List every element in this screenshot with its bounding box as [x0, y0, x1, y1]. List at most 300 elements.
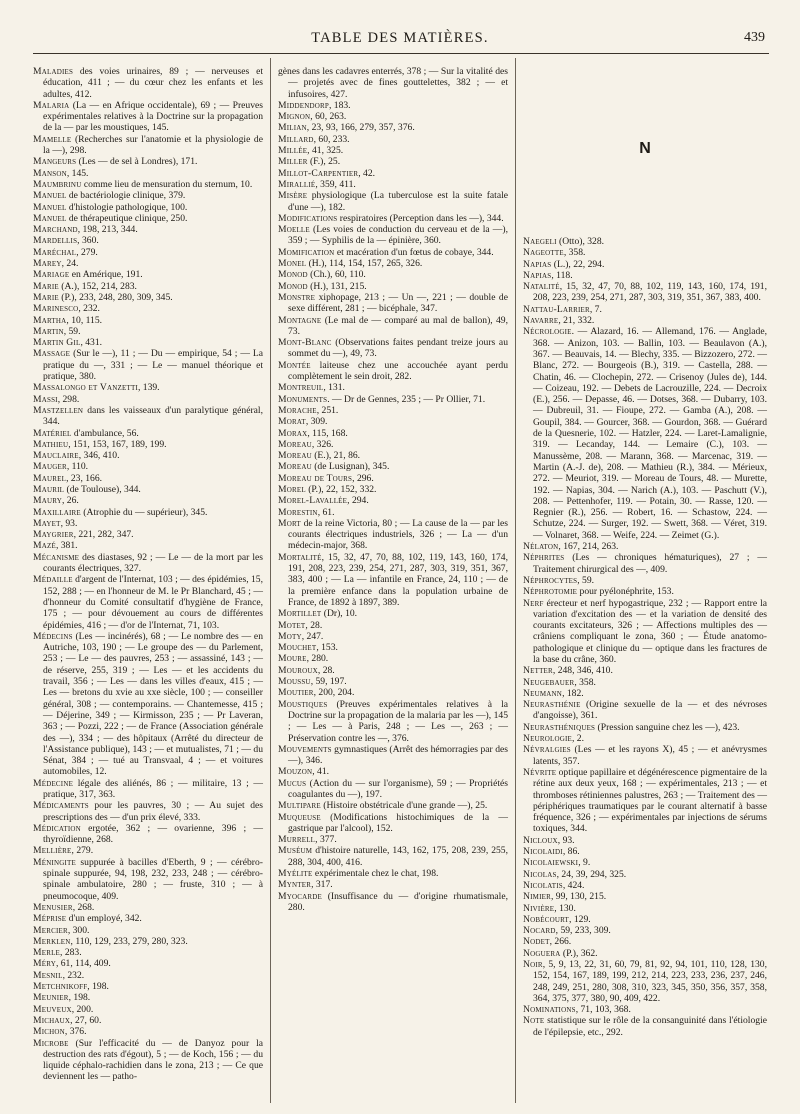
entry-headword: Maladies — [33, 66, 74, 77]
entry-headword: Nivière — [523, 902, 555, 914]
entry-headword: Mastzellen — [33, 404, 84, 416]
entry-text: . — Alazard, 16. — Allemand, 176. — Anglade, 368. — Anizon, 103. — Ballin, 103. — Beaulavon (A.), 367. — Beauvais, 14. — Blechy, 335. — Bizzozero, 272. — Blanc, 272. — Bourgeois (B.), 319. — Castella, 288. — Chatin, 46. — Clochepin, 272. — Crisenoy (Jules de), 144. — Coizeau, 192. — Debets de Lacrouzille, 224. — Decroix (E.), 256. — Depasse, 46. — Dotses, 368. — Dubarry, 103. — Dubreuil, 31. — Fioupe, 272. — Gamba (A.), 208. — Goupil, 384. — Gourcer, 368. — Gourdon, 368. — Guérard de la Quesnerie, 102. — Hatzler, 224. — Laret-Lamalignie, 319. — Lecanday, 144. — Lemaire (C.), 103. — Manussème, 208. — Marann, 368. — Marcenac, 319. — Martin (A.-J. de), 208. — Mathieu (R.), 384. — Mérieux, 272. — Meuriot, 319. — Moreau de Tours, 48. — Murette, 192. — Napias, 304. — Narich (A.), 103. — Paschutt (V.), 208. — Pettenhofer, 119. — Potain, 30. — Rasse, 120. — Regnier (R.), 256. — Robert, 16. — Schastow, 224. — Schutze, 224. — Surger, 192. — Swett, 368. — Véret, 319. — Volnaret, 368. — Weife, 224. — Zeimet (G.). — [533, 326, 767, 541]
index-entry — [278, 428, 508, 439]
entry-headword: Mamelle — [33, 133, 72, 145]
index-entry — [33, 1026, 263, 1037]
entry-headword: Merklen — [33, 935, 71, 947]
index-entry — [33, 428, 263, 439]
index-entry — [278, 800, 508, 811]
index-entry — [523, 315, 767, 326]
index-entry — [278, 473, 508, 484]
entry-text: . — Dr de Gennes, 235 ; — Pr Ollier, 71. — [327, 393, 486, 405]
entry-headword: Néphrocytes — [523, 574, 578, 586]
entry-text: , 118. — [551, 269, 573, 281]
index-entry — [33, 405, 263, 428]
index-entry — [33, 778, 263, 801]
index-entry — [33, 473, 263, 484]
index-entry — [523, 744, 767, 767]
entry-text: (Action du — sur l'organisme), 59 ; — Propriétés coagulantes du —), 197. — [288, 777, 508, 800]
index-entry — [33, 936, 263, 947]
entry-headword: Médaille — [33, 574, 73, 586]
index-entry — [278, 224, 508, 247]
entry-headword: Mauril — [33, 483, 65, 495]
index-entry — [33, 574, 263, 630]
entry-text: statistique sur le rôle de la consanguinité dans l'étiologie de l'épilepsie, etc., 292. — [533, 1015, 767, 1038]
entry-headword: Muqueuse — [278, 811, 321, 823]
entry-text: , 60, 263. — [310, 111, 347, 123]
entry-headword: Maréchal — [33, 246, 77, 258]
entry-text: , 381. — [55, 540, 78, 552]
entry-text: , 59. — [63, 325, 81, 337]
entry-headword: Monel — [278, 258, 307, 270]
index-entry — [33, 66, 263, 100]
index-entry — [33, 394, 263, 405]
entry-text: , 279. — [71, 845, 94, 857]
entry-headword: Morestin — [278, 506, 318, 518]
index-entry — [523, 891, 767, 902]
entry-headword: Mardellis — [33, 235, 78, 247]
entry-text: (Origine sexuelle de la — et des névroses d'angoisse), 361. — [533, 699, 767, 722]
index-entry — [278, 394, 508, 405]
index-entry — [278, 315, 508, 338]
index-entry — [33, 495, 263, 506]
entry-text: des voies urinaires, 89 ; — nerveuses et éducation, 411 ; — du cœur chez les enfants et les adultes, 412. — [43, 66, 263, 100]
entry-headword: Marey — [33, 258, 62, 270]
running-head — [0, 30, 800, 50]
entry-text: (de Lusignan), 345. — [311, 461, 390, 473]
entry-headword: Malaria — [33, 99, 70, 111]
entry-headword: Meuveux — [33, 1003, 72, 1015]
index-entry — [278, 665, 508, 676]
index-entry — [33, 303, 263, 314]
index-entry — [523, 1004, 767, 1015]
entry-headword: Montreuil — [278, 382, 324, 394]
entry-text: gènes dans les cadavres enterrés, 378 ; — Sur la vitalité des — projetés avec de fines gouttelettes, 382 ; — et infusoires, 427. — [278, 66, 508, 100]
entry-headword: Middendorp — [278, 99, 329, 111]
index-entry — [33, 134, 263, 157]
entry-headword: Neurologie — [523, 733, 572, 745]
index-entry — [278, 879, 508, 890]
entry-headword: Nocard — [523, 925, 556, 937]
entry-text: (La — en Afrique occidentale), 69 ; — Preuves expérimentales relatives à la Doctrine sur la propagation de la — par les moustiques, 145. — [43, 99, 263, 134]
index-entry — [278, 111, 508, 122]
entry-text: , 93. — [557, 834, 575, 846]
index-entry — [523, 247, 767, 258]
index-entry — [523, 914, 767, 925]
entry-text: , 9. — [578, 857, 591, 869]
index-entry — [278, 642, 508, 653]
entry-headword: Moutier — [278, 687, 314, 699]
entry-headword: Naegeli — [523, 236, 557, 247]
entry-text: (L.), 22, 294. — [551, 258, 605, 270]
index-entry — [33, 902, 263, 913]
index-entry — [33, 552, 263, 575]
entry-headword: Mucus — [278, 777, 307, 789]
index-entry — [523, 586, 767, 597]
entry-text: , 182. — [562, 687, 584, 699]
index-entry — [278, 552, 508, 608]
index-entry — [33, 190, 263, 201]
entry-headword: Motet — [278, 619, 306, 631]
entry-headword: Moreau de Tours — [278, 472, 353, 484]
entry-text: , 24, 39, 294, 325. — [556, 868, 627, 880]
entry-text: gymnastiques (Arrêt des hémorragies par des —), 346. — [288, 743, 508, 767]
index-entry — [33, 235, 263, 246]
entry-text: (Modifications histochimiques de la — gastrique par l'alcool), 152. — [288, 811, 508, 834]
index-column-2 — [278, 66, 508, 913]
index-entry — [523, 688, 767, 699]
entry-text: , 15, 32, 47, 70, 88, 102, 119, 143, 160, 174, 191, 208, 223, 239, 254, 271, 287, 303, 319, 351, 367, 383, 400. — [533, 281, 767, 304]
index-entry — [33, 247, 263, 258]
entry-headword: Marinesco — [33, 303, 79, 315]
index-entry — [33, 213, 263, 224]
index-entry — [33, 992, 263, 1003]
entry-text: respiratoires (Perception dans les —), 344. — [337, 212, 504, 224]
entry-headword: Maurel — [33, 472, 67, 484]
entry-headword: Morache — [278, 404, 317, 416]
entry-text: (Histoire obstétricale d'une grande —), 25. — [320, 800, 488, 812]
index-entry — [33, 857, 263, 902]
entry-text: , 10, 115. — [66, 314, 103, 326]
entry-headword: Murrell — [278, 834, 316, 846]
index-entry — [33, 292, 263, 303]
entry-headword: Navarre — [523, 315, 559, 327]
index-entry — [33, 156, 263, 167]
index-entry — [278, 292, 508, 315]
index-entry — [523, 259, 767, 270]
entry-text: , 5, 9, 13, 22, 31, 60, 79, 81, 92, 94, 101, 110, 128, 130, 152, 154, 167, 189, 199, 212, 214, 223, 233, 236, 237, 246, 248, 249, 251, 280, 308, 310, 323, 345, 350, 356, 357, 358, 364, 375, 377, 380, 90, 409, 422. — [533, 959, 767, 1004]
entry-headword: Montée — [278, 359, 311, 371]
entry-text: , 110. — [66, 461, 89, 473]
entry-text: , 167, 214, 263. — [558, 541, 619, 553]
entry-text: , 71, 103, 368. — [575, 1004, 631, 1016]
index-entry — [278, 699, 508, 744]
entry-text: (Sur l'efficacité du — de Danyoz pour la destruction des rats d'égout), 5 ; — de Koch, 156 ; — du liquide céphalo-rachidien dans le zona, 213 ; — Ce que deviennent les — patho- — [43, 1037, 263, 1083]
entry-text: , 359, 411. — [315, 178, 356, 190]
entry-headword: Mynter — [278, 879, 312, 891]
entry-headword: Misère — [278, 190, 308, 202]
entry-headword: Mont-Blanc — [278, 337, 332, 349]
index-entry — [33, 823, 263, 846]
entry-headword: Maury — [33, 495, 62, 507]
index-entry — [33, 484, 263, 495]
index-entry — [33, 382, 263, 393]
index-entry — [523, 846, 767, 857]
entry-headword: Nobécourt — [523, 913, 570, 925]
entry-headword: Muséum — [278, 845, 313, 857]
entry-text: , 15, 32, 47, 70, 88, 102, 119, 143, 160, 174, 191, 208, 223, 239, 254, 271, 287, 303, 319, 351, 367, 383, 400 ; — La — infantile en France, 24, 110 ; — de la première enfance dans la population urbaine de France, de 1892 à 1897, 389. — [288, 551, 508, 608]
index-entry — [523, 925, 767, 936]
entry-headword: Monuments — [278, 393, 328, 405]
entry-text: , 59, 233, 309. — [555, 925, 611, 937]
entry-headword: Nageotte — [523, 247, 564, 259]
entry-text: , 61, 114, 409. — [55, 958, 111, 970]
index-entry — [523, 936, 767, 947]
entry-text: (Atrophie du — supérieur), 345. — [80, 506, 208, 518]
entry-headword: Modifications — [278, 212, 338, 224]
entry-headword: Mathieu — [33, 438, 69, 450]
entry-text: (H.), 131, 215. — [307, 280, 367, 292]
index-entry — [523, 767, 767, 835]
index-entry — [523, 948, 767, 959]
entry-text: , 232. — [62, 969, 85, 981]
entry-text: , 300. — [67, 924, 90, 936]
entry-text: , 130. — [554, 902, 576, 914]
index-entry — [278, 416, 508, 427]
entry-headword: Millot-Carpentier — [278, 167, 359, 179]
entry-text: , 424. — [562, 879, 585, 891]
index-entry — [523, 552, 767, 575]
index-entry — [523, 326, 767, 541]
entry-text: , 151, 153, 167, 189, 199. — [68, 438, 167, 450]
section-letter: N — [639, 140, 651, 157]
entry-text: (F.), 25. — [307, 156, 341, 168]
entry-headword: Noguera — [523, 947, 561, 959]
index-entry — [278, 834, 508, 845]
index-entry — [33, 540, 263, 551]
index-entry — [278, 145, 508, 156]
index-entry — [278, 168, 508, 179]
entry-text: , 360. — [77, 235, 99, 247]
index-entry — [278, 337, 508, 360]
entry-headword: Mauclaire — [33, 450, 79, 462]
entry-text: légale des aliénés, 86 ; — militaire, 13 ; — pratique, 317, 363. — [43, 777, 263, 800]
entry-headword: Monod — [278, 280, 308, 292]
entry-text: , 59. — [577, 574, 595, 586]
entry-headword: Massi — [33, 393, 58, 405]
index-entry — [523, 959, 767, 1004]
entry-text: , 153. — [316, 642, 338, 654]
entry-headword: Note — [523, 1015, 545, 1027]
entry-headword: Mazé — [33, 540, 56, 552]
index-entry — [278, 778, 508, 801]
entry-headword: Mortalité — [278, 551, 322, 563]
entry-text: , 23, 93, 166, 279, 357, 376. — [306, 122, 415, 134]
entry-headword: Mariage — [33, 269, 70, 281]
entry-headword: Moustiques — [278, 698, 328, 710]
entry-headword: Meunier — [33, 992, 69, 1004]
entry-text: (Sur le —), 11 ; — Du — empirique, 54 ; — La pratique du —, 331 ; — Le — manuel théorique et pratique, 380. — [43, 348, 263, 383]
entry-headword: Mercier — [33, 924, 68, 936]
entry-text: (E.), 21, 86. — [311, 450, 361, 462]
index-entry — [33, 631, 263, 778]
index-entry — [33, 461, 263, 472]
entry-headword: Merle — [33, 947, 61, 959]
entry-headword: Nerf — [523, 597, 544, 609]
entry-text: , 23, 166. — [66, 472, 103, 484]
entry-text: , 21, 332. — [558, 315, 595, 327]
entry-headword: Nélaton — [523, 541, 559, 553]
index-entry — [33, 281, 263, 292]
index-entry — [278, 461, 508, 472]
index-entry — [33, 100, 263, 134]
entry-headword: Moreau — [278, 461, 312, 473]
entry-headword: Miller — [278, 156, 308, 168]
entry-text: , 2. — [571, 733, 584, 745]
index-entry — [278, 687, 508, 698]
entry-text: , 376. — [64, 1026, 87, 1038]
entry-headword: Manson — [33, 167, 67, 179]
entry-headword: Névralgies — [523, 744, 571, 756]
index-entry — [523, 236, 767, 247]
entry-headword: Mortillet — [278, 608, 322, 620]
entry-text: suppurée à bacilles d'Eberth, 9 ; — cérébro-spinale suppurée, 94, 198, 232, 233, 248 ; — cérébro-spinale ambulatoire, 280 ; — fruste, 310 ; — à pneumocoque, 409. — [43, 856, 263, 902]
index-entry — [33, 947, 263, 958]
entry-headword: Mouroux — [278, 664, 318, 676]
entry-headword: Martin Gil — [33, 337, 81, 349]
entry-text: , 200. — [71, 1003, 94, 1015]
index-entry — [278, 360, 508, 383]
entry-text: laiteuse chez une accouchée ayant perdu complètement le sein droit, 282. — [288, 359, 508, 383]
index-entry — [278, 631, 508, 642]
entry-headword: Nécrologie — [523, 326, 572, 338]
entry-text: , 298. — [57, 393, 80, 405]
index-entry — [33, 981, 263, 992]
index-entry — [33, 315, 263, 326]
entry-headword: Moreau — [278, 450, 312, 462]
index-entry — [278, 507, 508, 518]
entry-headword: Néphrotomie — [523, 586, 578, 598]
entry-headword: Michaux — [33, 1014, 71, 1026]
entry-headword: Méprise — [33, 913, 67, 925]
entry-headword: Médecins — [33, 630, 73, 642]
index-entry — [278, 744, 508, 767]
entry-text: (Dr), 10. — [321, 608, 358, 620]
entry-headword: Médicaments — [33, 800, 89, 812]
entry-text: , 41, 325. — [307, 145, 344, 157]
entry-headword: Nattau-Larrier — [523, 303, 590, 315]
index-entry — [278, 269, 508, 280]
entry-text: xiphopage, 213 ; — Un —, 221 ; — double de sexe différent, 281 ; — bicéphale, 347. — [288, 291, 508, 315]
entry-text: , 268. — [72, 901, 95, 913]
entry-text: , 247. — [301, 630, 324, 642]
entry-text: , 358. — [574, 676, 596, 688]
entry-headword: Morel — [278, 483, 306, 495]
entry-headword: Michon — [33, 1026, 65, 1038]
entry-text: , 60, 233. — [313, 133, 350, 145]
entry-text: (Recherches sur l'anatomie et la physiologie de la —), 298. — [43, 133, 263, 157]
index-entry — [33, 269, 263, 280]
entry-text: (Les voies de conduction du cerveau et de la —), 359 ; — Syphilis de la — épinière, 360. — [288, 224, 508, 247]
entry-headword: Névrite — [523, 766, 557, 778]
entry-text: érecteur et nerf hypogastrique, 232 ; — Rapport entre la variation d'excitation des — et la variation de densité des courants excitateurs, 326 ; — Affections multiples des — crâniens compliquant le zona, 360 ; — Étude anatomo-pathologique et clinique du — optique dans les fractures de la base du crâne, 360. — [533, 597, 767, 665]
page-number: 439 — [744, 30, 765, 45]
entry-headword: Mauger — [33, 461, 67, 473]
entry-headword: Neugebauer — [523, 676, 575, 688]
index-entry — [523, 733, 767, 744]
entry-headword: Morax — [278, 427, 308, 439]
entry-text: d'histologie pathologique, 100. — [66, 201, 188, 213]
index-entry — [33, 800, 263, 823]
entry-text: , 131. — [323, 382, 345, 394]
entry-text: , 198. — [87, 981, 109, 993]
entry-text: et macération d'un fœtus de cobaye, 344. — [334, 246, 494, 258]
index-entry — [278, 190, 508, 213]
entry-headword: Netter — [523, 665, 553, 677]
index-entry — [523, 835, 767, 846]
entry-headword: Natalité — [523, 281, 560, 293]
entry-text: , 232. — [78, 303, 100, 315]
index-entry — [278, 450, 508, 461]
entry-text: , 198, 213, 344. — [77, 224, 138, 236]
index-entry — [523, 903, 767, 914]
index-entry — [33, 518, 263, 529]
index-entry — [278, 258, 508, 269]
entry-headword: Marie — [33, 280, 59, 292]
index-entry — [523, 880, 767, 891]
entry-headword: Mangeurs — [33, 156, 77, 168]
index-entry — [278, 766, 508, 777]
entry-headword: Médecine — [33, 777, 74, 789]
entry-text: , 41. — [312, 766, 330, 778]
entry-headword: Mort — [278, 517, 301, 529]
index-entry — [33, 224, 263, 235]
index-entry — [278, 676, 508, 687]
entry-headword: Moreau — [278, 438, 312, 450]
index-entry — [33, 168, 263, 179]
index-entry — [33, 258, 263, 269]
column-divider — [515, 58, 516, 1103]
entry-headword: Moussu — [278, 676, 311, 688]
entry-text: , 358. — [563, 247, 586, 259]
index-entry — [33, 1038, 263, 1083]
column-divider — [270, 58, 271, 1103]
entry-text: , 183. — [328, 99, 351, 111]
entry-headword: Nodet — [523, 936, 550, 948]
entry-text: , 279. — [76, 246, 98, 258]
page-title: TABLE DES MATIÈRES. — [311, 30, 489, 46]
entry-headword: Morat — [278, 416, 306, 428]
entry-headword: Mayet — [33, 517, 61, 529]
index-entry — [523, 575, 767, 586]
index-entry — [278, 484, 508, 495]
entry-text: (Le mal de — comparé au mal de ballon), 49, 73. — [288, 314, 508, 337]
entry-headword: Massage — [33, 348, 71, 360]
entry-text: , 115, 168. — [307, 427, 348, 439]
entry-headword: Metchnikoff — [33, 981, 88, 993]
entry-text: , 42. — [358, 167, 376, 179]
entry-headword: Marie — [33, 291, 59, 303]
entry-text: d'argent de l'Internat, 103 ; — des épidémies, 15, 152, 288 ; — en l'honneur de M. le Pr Blanchard, 45 ; — d'honneur du Comité consultatif d'hygiène de France, 175 ; — pour dévouement au cours de différentes épidémies, 416 ; — d'or de l'Internat, 71, 103. — [43, 574, 263, 631]
entry-headword: Mirallié — [278, 178, 316, 190]
index-entry — [523, 665, 767, 676]
index-entry — [33, 1004, 263, 1015]
entry-text: (P.), 362. — [560, 947, 598, 959]
index-entry — [523, 869, 767, 880]
index-entry — [523, 598, 767, 666]
entry-text: , 145. — [66, 167, 89, 179]
entry-headword: Massalongo et Vanzetti — [33, 382, 138, 394]
index-entry — [278, 620, 508, 631]
entry-headword: Mesnil — [33, 969, 63, 981]
entry-text: , 221, 282, 347. — [73, 529, 134, 541]
index-entry — [33, 958, 263, 969]
entry-text: de bactériologie clinique, 379. — [66, 190, 186, 202]
entry-text: (Pression sanguine chez les —), 423. — [595, 721, 740, 733]
entry-text: , 7. — [589, 303, 602, 315]
index-entry — [278, 281, 508, 292]
entry-headword: Néphrites — [523, 552, 565, 564]
index-entry — [278, 134, 508, 145]
entry-headword: Manuel — [33, 201, 67, 213]
index-entry — [33, 507, 263, 518]
entry-text: , 346, 410. — [78, 450, 120, 462]
entry-text: , 296. — [352, 472, 374, 484]
entry-headword: Mellière — [33, 845, 72, 857]
entry-text: (P.), 22, 152, 332. — [305, 483, 377, 495]
entry-text: (de Toulouse), 344. — [64, 483, 141, 495]
entry-headword: Neurasthéniques — [523, 721, 596, 733]
